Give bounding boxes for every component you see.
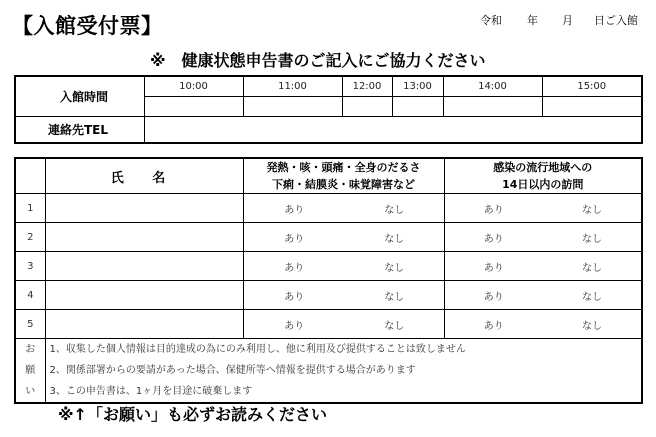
travel-yes-option[interactable]: あり bbox=[444, 281, 543, 310]
notes-label-char: い bbox=[25, 386, 36, 397]
time-label-1100: 11:00 bbox=[243, 76, 342, 96]
note-line: 2、関係部署からの要請があった場合、保健所等へ情報を提供する場合があります bbox=[49, 365, 416, 376]
travel-no-option[interactable]: なし bbox=[543, 252, 642, 281]
contact-field[interactable] bbox=[144, 116, 642, 143]
travel-no-option[interactable]: なし bbox=[543, 281, 642, 310]
time-cell-1500[interactable] bbox=[542, 96, 642, 116]
name-header: 氏 名 bbox=[45, 158, 243, 194]
name-field[interactable] bbox=[45, 194, 243, 223]
travel-header-line2: 14日以内の訪問 bbox=[502, 178, 584, 191]
symptoms-yes-option[interactable]: あり bbox=[243, 310, 345, 339]
notes-label bbox=[15, 339, 45, 404]
travel-header-line1: 感染の流行地域への bbox=[493, 161, 593, 174]
travel-yes-option[interactable]: あり bbox=[444, 194, 543, 223]
date-day: 日ご入館 bbox=[594, 14, 638, 27]
travel-yes-option[interactable]: あり bbox=[444, 252, 543, 281]
notes-label-char: お bbox=[25, 344, 36, 355]
note-line: 3、この申告書は、1ヶ月を目途に破棄します bbox=[49, 386, 253, 397]
time-label-1000: 10:00 bbox=[144, 76, 243, 96]
table-row bbox=[15, 223, 642, 252]
time-cell-1100[interactable] bbox=[243, 96, 342, 116]
time-cell-1000[interactable] bbox=[144, 96, 243, 116]
date-year: 年 bbox=[527, 14, 538, 27]
row-number: 4 bbox=[15, 281, 45, 310]
symptoms-yes-option[interactable]: あり bbox=[243, 252, 345, 281]
time-label-1300: 13:00 bbox=[392, 76, 443, 96]
page-title: 【入館受付票】 bbox=[12, 14, 163, 38]
name-field[interactable] bbox=[45, 281, 243, 310]
date-reiwa: 令和 bbox=[480, 14, 502, 27]
travel-header bbox=[444, 158, 642, 194]
entry-time-label: 入館時間 bbox=[15, 76, 144, 116]
note-line: 1、収集した個人情報は目的達成の為にのみ利用し、他に利用及び提供することは致しません bbox=[49, 344, 466, 355]
time-cell-1400[interactable] bbox=[443, 96, 542, 116]
table-row bbox=[15, 310, 642, 339]
travel-no-option[interactable]: なし bbox=[543, 194, 642, 223]
symptoms-no-option[interactable]: なし bbox=[345, 310, 444, 339]
name-field[interactable] bbox=[45, 310, 243, 339]
date-month: 月 bbox=[562, 14, 573, 27]
time-label-1200: 12:00 bbox=[342, 76, 392, 96]
symptoms-no-option[interactable]: なし bbox=[345, 223, 444, 252]
symptoms-header bbox=[243, 158, 444, 194]
notes-row bbox=[15, 339, 642, 404]
symptoms-yes-option[interactable]: あり bbox=[243, 281, 345, 310]
bottom-note: ※↑「お願い」も必ずお読みください bbox=[58, 405, 327, 424]
symptoms-yes-option[interactable]: あり bbox=[243, 194, 345, 223]
travel-no-option[interactable]: なし bbox=[543, 310, 642, 339]
number-header bbox=[15, 158, 45, 194]
row-number: 1 bbox=[15, 194, 45, 223]
table-row bbox=[15, 252, 642, 281]
name-field[interactable] bbox=[45, 252, 243, 281]
subtitle: ※ 健康状態申告書のご記入にご協力ください bbox=[150, 51, 486, 70]
table-row bbox=[15, 281, 642, 310]
name-field[interactable] bbox=[45, 223, 243, 252]
travel-yes-option[interactable]: あり bbox=[444, 310, 543, 339]
time-cell-1200[interactable] bbox=[342, 96, 392, 116]
time-label-1400: 14:00 bbox=[443, 76, 542, 96]
travel-no-option[interactable]: なし bbox=[543, 223, 642, 252]
table-row bbox=[15, 194, 642, 223]
symptoms-no-option[interactable]: なし bbox=[345, 252, 444, 281]
time-cell-1300[interactable] bbox=[392, 96, 443, 116]
symptoms-header-line2: 下痢・結膜炎・味覚障害など bbox=[272, 178, 415, 191]
travel-yes-option[interactable]: あり bbox=[444, 223, 543, 252]
health-table bbox=[14, 157, 643, 404]
symptoms-no-option[interactable]: なし bbox=[345, 281, 444, 310]
symptoms-no-option[interactable]: なし bbox=[345, 194, 444, 223]
row-number: 2 bbox=[15, 223, 45, 252]
notes-label-char: 願 bbox=[25, 365, 36, 376]
time-label-1500: 15:00 bbox=[542, 76, 642, 96]
entry-table bbox=[14, 75, 643, 144]
notes-content bbox=[45, 339, 642, 404]
row-number: 5 bbox=[15, 310, 45, 339]
contact-label: 連絡先TEL bbox=[15, 116, 144, 143]
row-number: 3 bbox=[15, 252, 45, 281]
symptoms-yes-option[interactable]: あり bbox=[243, 223, 345, 252]
symptoms-header-line1: 発熱・咳・頭痛・全身のだるさ bbox=[266, 161, 421, 174]
